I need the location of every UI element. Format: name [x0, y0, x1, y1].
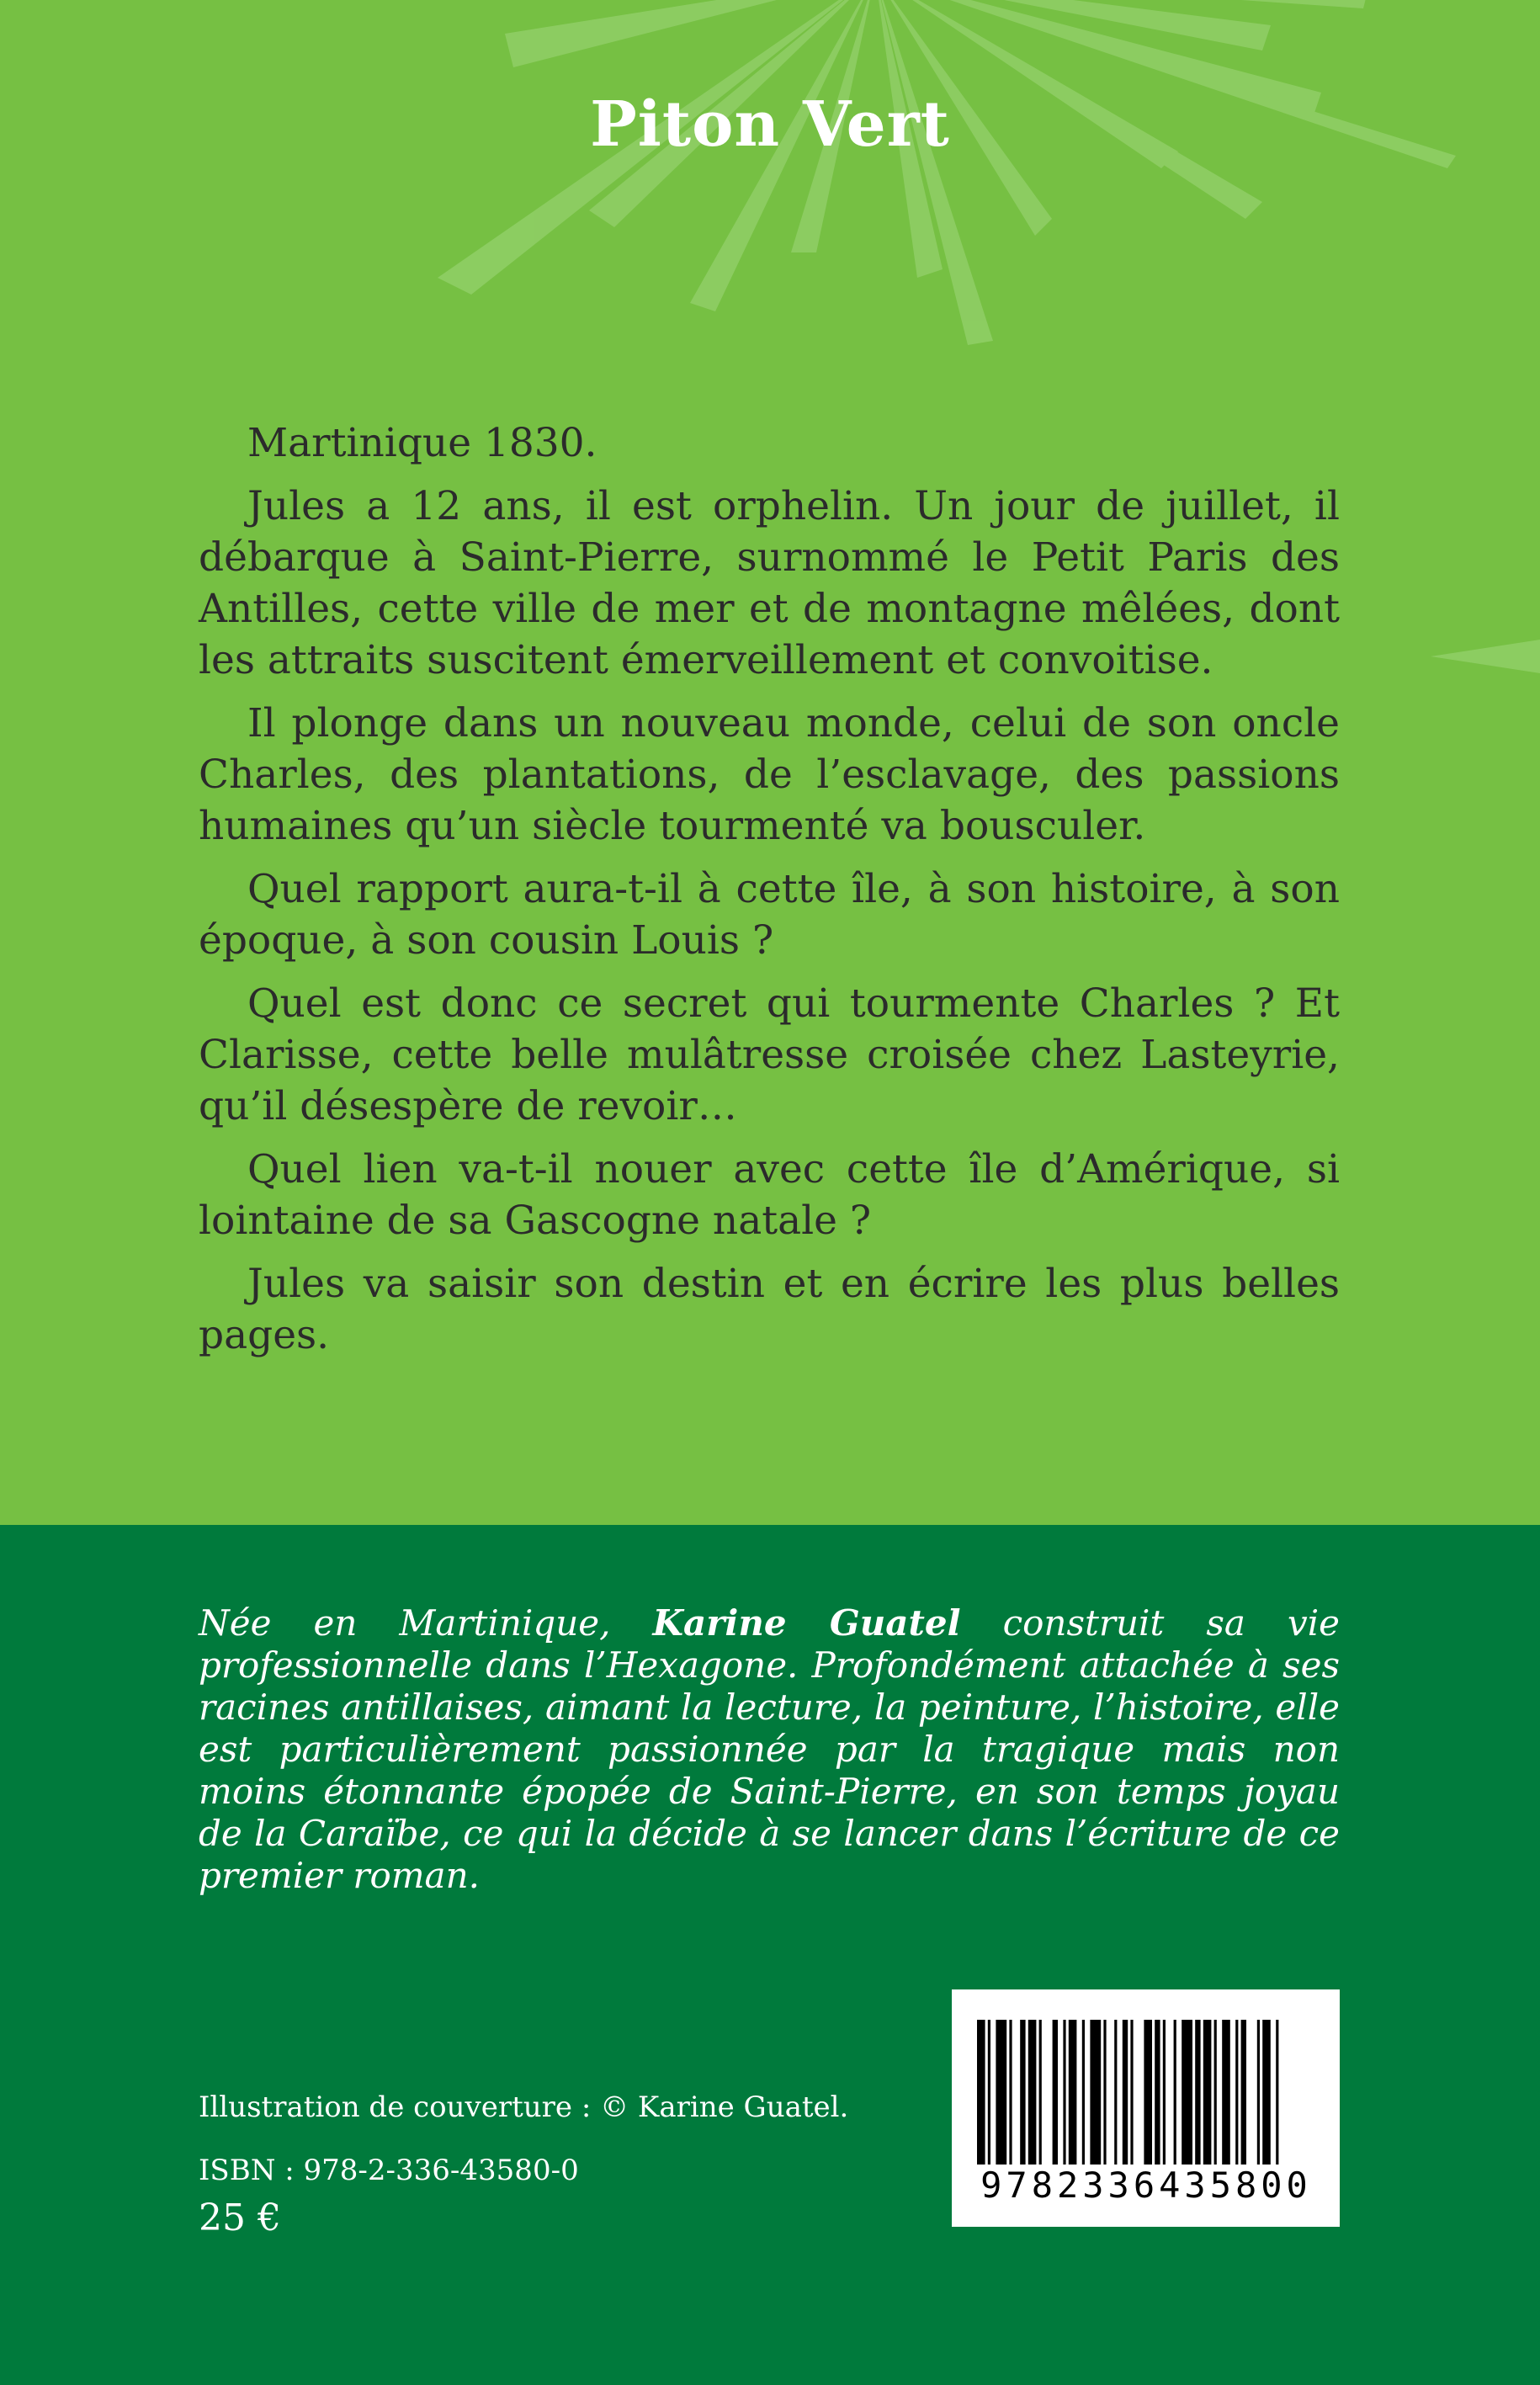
bio-text: construit sa vie professionnelle dans l’Hexagone. Profondément attachée à ses racines antillaises, aimant la lecture, la peinture, l’histoire, elle est particulièrement passionnée par la tragique mais non moins étonnante épopée de Saint-Pierre, en son temps joyau de la Caraïbe, ce qui la décide à se lancer dans l’écriture de ce premier roman. — [199, 1602, 1340, 1896]
synopsis-paragraph: Quel rapport aura-t-il à cette île, à son histoire, à son époque, à son cousin Louis ? — [199, 866, 1340, 964]
barcode-bar — [1203, 2020, 1212, 2171]
barcode-bar — [1028, 2020, 1037, 2171]
author-name: Karine Guatel — [652, 1602, 961, 1644]
barcode-bar — [1163, 2020, 1166, 2171]
barcode-bar — [1090, 2020, 1101, 2171]
synopsis-paragraph: Quel lien va-t-il nouer avec cette île d’Amérique, si lointaine de sa Gascogne natale ? — [199, 1146, 1340, 1244]
synopsis-paragraph: Martinique 1830. — [247, 420, 597, 466]
author-bio — [199, 1602, 1340, 1897]
barcode-bar — [1020, 2020, 1025, 2171]
illustration-credit: Illustration de couverture : © Karine Guatel. — [199, 2090, 849, 2124]
barcode-bar — [1009, 2020, 1012, 2171]
barcode-bar — [1063, 2020, 1065, 2171]
barcode-bar — [1069, 2020, 1077, 2171]
barcode-bar — [1103, 2020, 1106, 2171]
price: 25 € — [199, 2196, 281, 2239]
synopsis — [199, 417, 1340, 1373]
barcode-bar — [1123, 2020, 1128, 2171]
barcode-bar — [996, 2020, 1006, 2171]
barcode-bar — [1222, 2020, 1230, 2171]
barcode-bar — [1214, 2020, 1217, 2171]
barcode-bar — [977, 2020, 985, 2171]
barcode-bar — [1114, 2020, 1117, 2171]
bio-prefix: Née en Martinique, — [199, 1602, 653, 1644]
barcode-bar — [1241, 2020, 1246, 2171]
synopsis-paragraph: Il plonge dans un nouveau monde, celui de son oncle Charles, des plantations, de l’esclavage, des passions humaines qu’un siècle tourmenté va bousculer. — [199, 700, 1340, 849]
barcode-bar — [1276, 2020, 1278, 2171]
barcode-number: 9782336435800 — [965, 2165, 1327, 2206]
barcode-bar — [1155, 2020, 1160, 2171]
barcode-bar — [1235, 2020, 1238, 2171]
barcode-bar — [1053, 2020, 1058, 2171]
barcode-bar — [1130, 2020, 1133, 2171]
barcode — [952, 1989, 1340, 2227]
isbn: ISBN : 978-2-336-43580-0 — [199, 2154, 579, 2187]
barcode-bar — [1257, 2020, 1260, 2171]
barcode-bar — [1195, 2020, 1200, 2171]
barcode-bar — [1144, 2020, 1152, 2171]
barcode-bar — [1182, 2020, 1192, 2171]
barcode-bar — [1262, 2020, 1271, 2171]
barcode-bar — [1174, 2020, 1176, 2171]
barcode-bar — [1039, 2020, 1042, 2171]
synopsis-paragraph: Quel est donc ce secret qui tourmente Charles ? Et Clarisse, cette belle mulâtresse croisée chez Lasteyrie, qu’il désespère de revoir… — [199, 980, 1340, 1129]
book-title: Piton Vert — [590, 88, 950, 161]
synopsis-paragraph: Jules a 12 ans, il est orphelin. Un jour de juillet, il débarque à Saint-Pierre, surnommé le Petit Paris des Antilles, cette ville de mer et de montagne mêlées, dont les attraits suscitent émerveillement et convoitise. — [199, 483, 1340, 683]
synopsis-paragraph: Jules va saisir son destin et en écrire les plus belles pages. — [199, 1261, 1340, 1358]
barcode-bar — [988, 2020, 990, 2171]
barcode-bar — [1082, 2020, 1085, 2171]
